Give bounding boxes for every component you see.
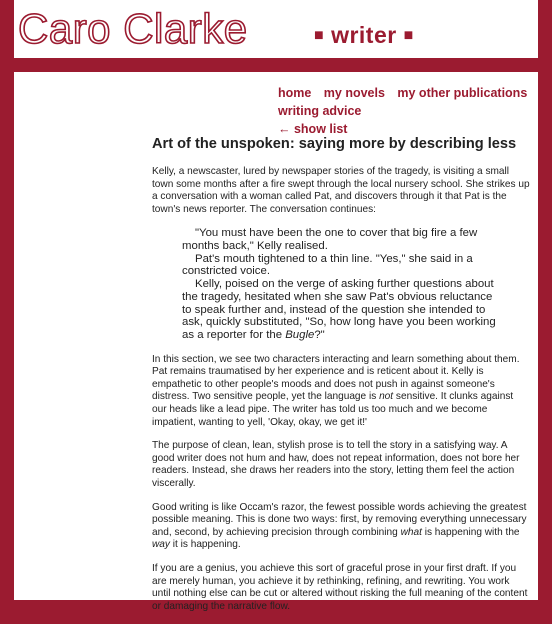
article-paragraph: Kelly, a newscaster, lured by newspaper stories of the tragedy, is visiting a small town some months after a fire swept through the local nursery school. She strikes up a conversation with a woman called Pat, and discovers through it that Pat is the town's news reporter. The conversation continues: [152,166,530,215]
quote-emphasis: Bugle [285,329,315,341]
quote-text-end: ?" [314,329,325,341]
tagline-text: writer [331,22,397,48]
content-panel [14,72,538,612]
paragraph-text: Good writing is like Occam's razor, the fewest possible words achieving the greatest possible meaning. This is done two ways: first, by removing everything unnecessary and, second, by achieving precision through combining [152,501,527,538]
site-logo-name[interactable]: Caro Clarke [18,5,248,52]
article-paragraph: The purpose of clean, lean, stylish prose is to tell the story in a satisfying way. A good writer does not hum and haw, does not repeat information, does not bore her readers. Instead, she draws her readers into the story, letting them feel the action viscerally. [152,440,520,490]
nav-other-publications-link[interactable]: my other publications [397,86,528,100]
article-paragraph [152,354,530,430]
nav-writing-advice-link[interactable]: writing advice [278,104,362,118]
paragraph-text: In this section, we see two characters interacting and learn something about them. Pat remains traumatised by her experience and is reticent about it. Kelly is empathetic to other people's moods and does not push in against someone's distress. Two sensitive people, yet the language is [152,353,520,403]
paragraph-emphasis: not [379,391,394,403]
article-paragraph [152,502,530,552]
bullet-icon: ■ [403,27,414,44]
paragraph-text: it is happening. [169,539,241,551]
paragraph-text: sensitive. It clunks against our heads like a lead pipe. The writer has told us too much and we become impatient, wanting to yell, 'Okay, okay, we get it!' [152,391,514,428]
nav-home-link[interactable]: home [278,86,312,100]
show-list-link[interactable]: ← show list [278,122,348,136]
bullet-icon: ■ [314,27,325,44]
article-paragraph: If you are a genius, you achieve this sort of graceful prose in your first draft. If you are merely human, you achieve it by rethinking, refining, and rewriting. You work until nothing else can be cut or altered without risking the full meaning of the content or damaging the narrative flow. [152,563,528,612]
paragraph-emphasis: way [152,539,170,551]
main-nav [278,84,538,138]
quote-line [182,278,502,342]
quote-line: Pat's mouth tightened to a thin line. "Yes," she said in a constricted voice. [182,252,473,278]
site-header [14,0,538,58]
paragraph-text: is happening with the [421,526,520,538]
article-blockquote [182,227,502,341]
site-tagline [314,22,414,49]
quote-text: Kelly, poised on the verge of asking further questions about the tragedy, hesitated when she saw Pat's obvious reluctance to speak further and, instead of the question she intended to ask, quickly substituted, "So, how long have you been working as a reporter for the [182,278,496,341]
quote-line: "You must have been the one to cover that big fire a few months back," Kelly realised. [182,227,478,253]
article [152,136,530,624]
nav-novels-link[interactable]: my novels [323,86,385,100]
article-title: Art of the unspoken: saying more by describing less [152,136,517,152]
paragraph-emphasis: what [400,526,422,538]
